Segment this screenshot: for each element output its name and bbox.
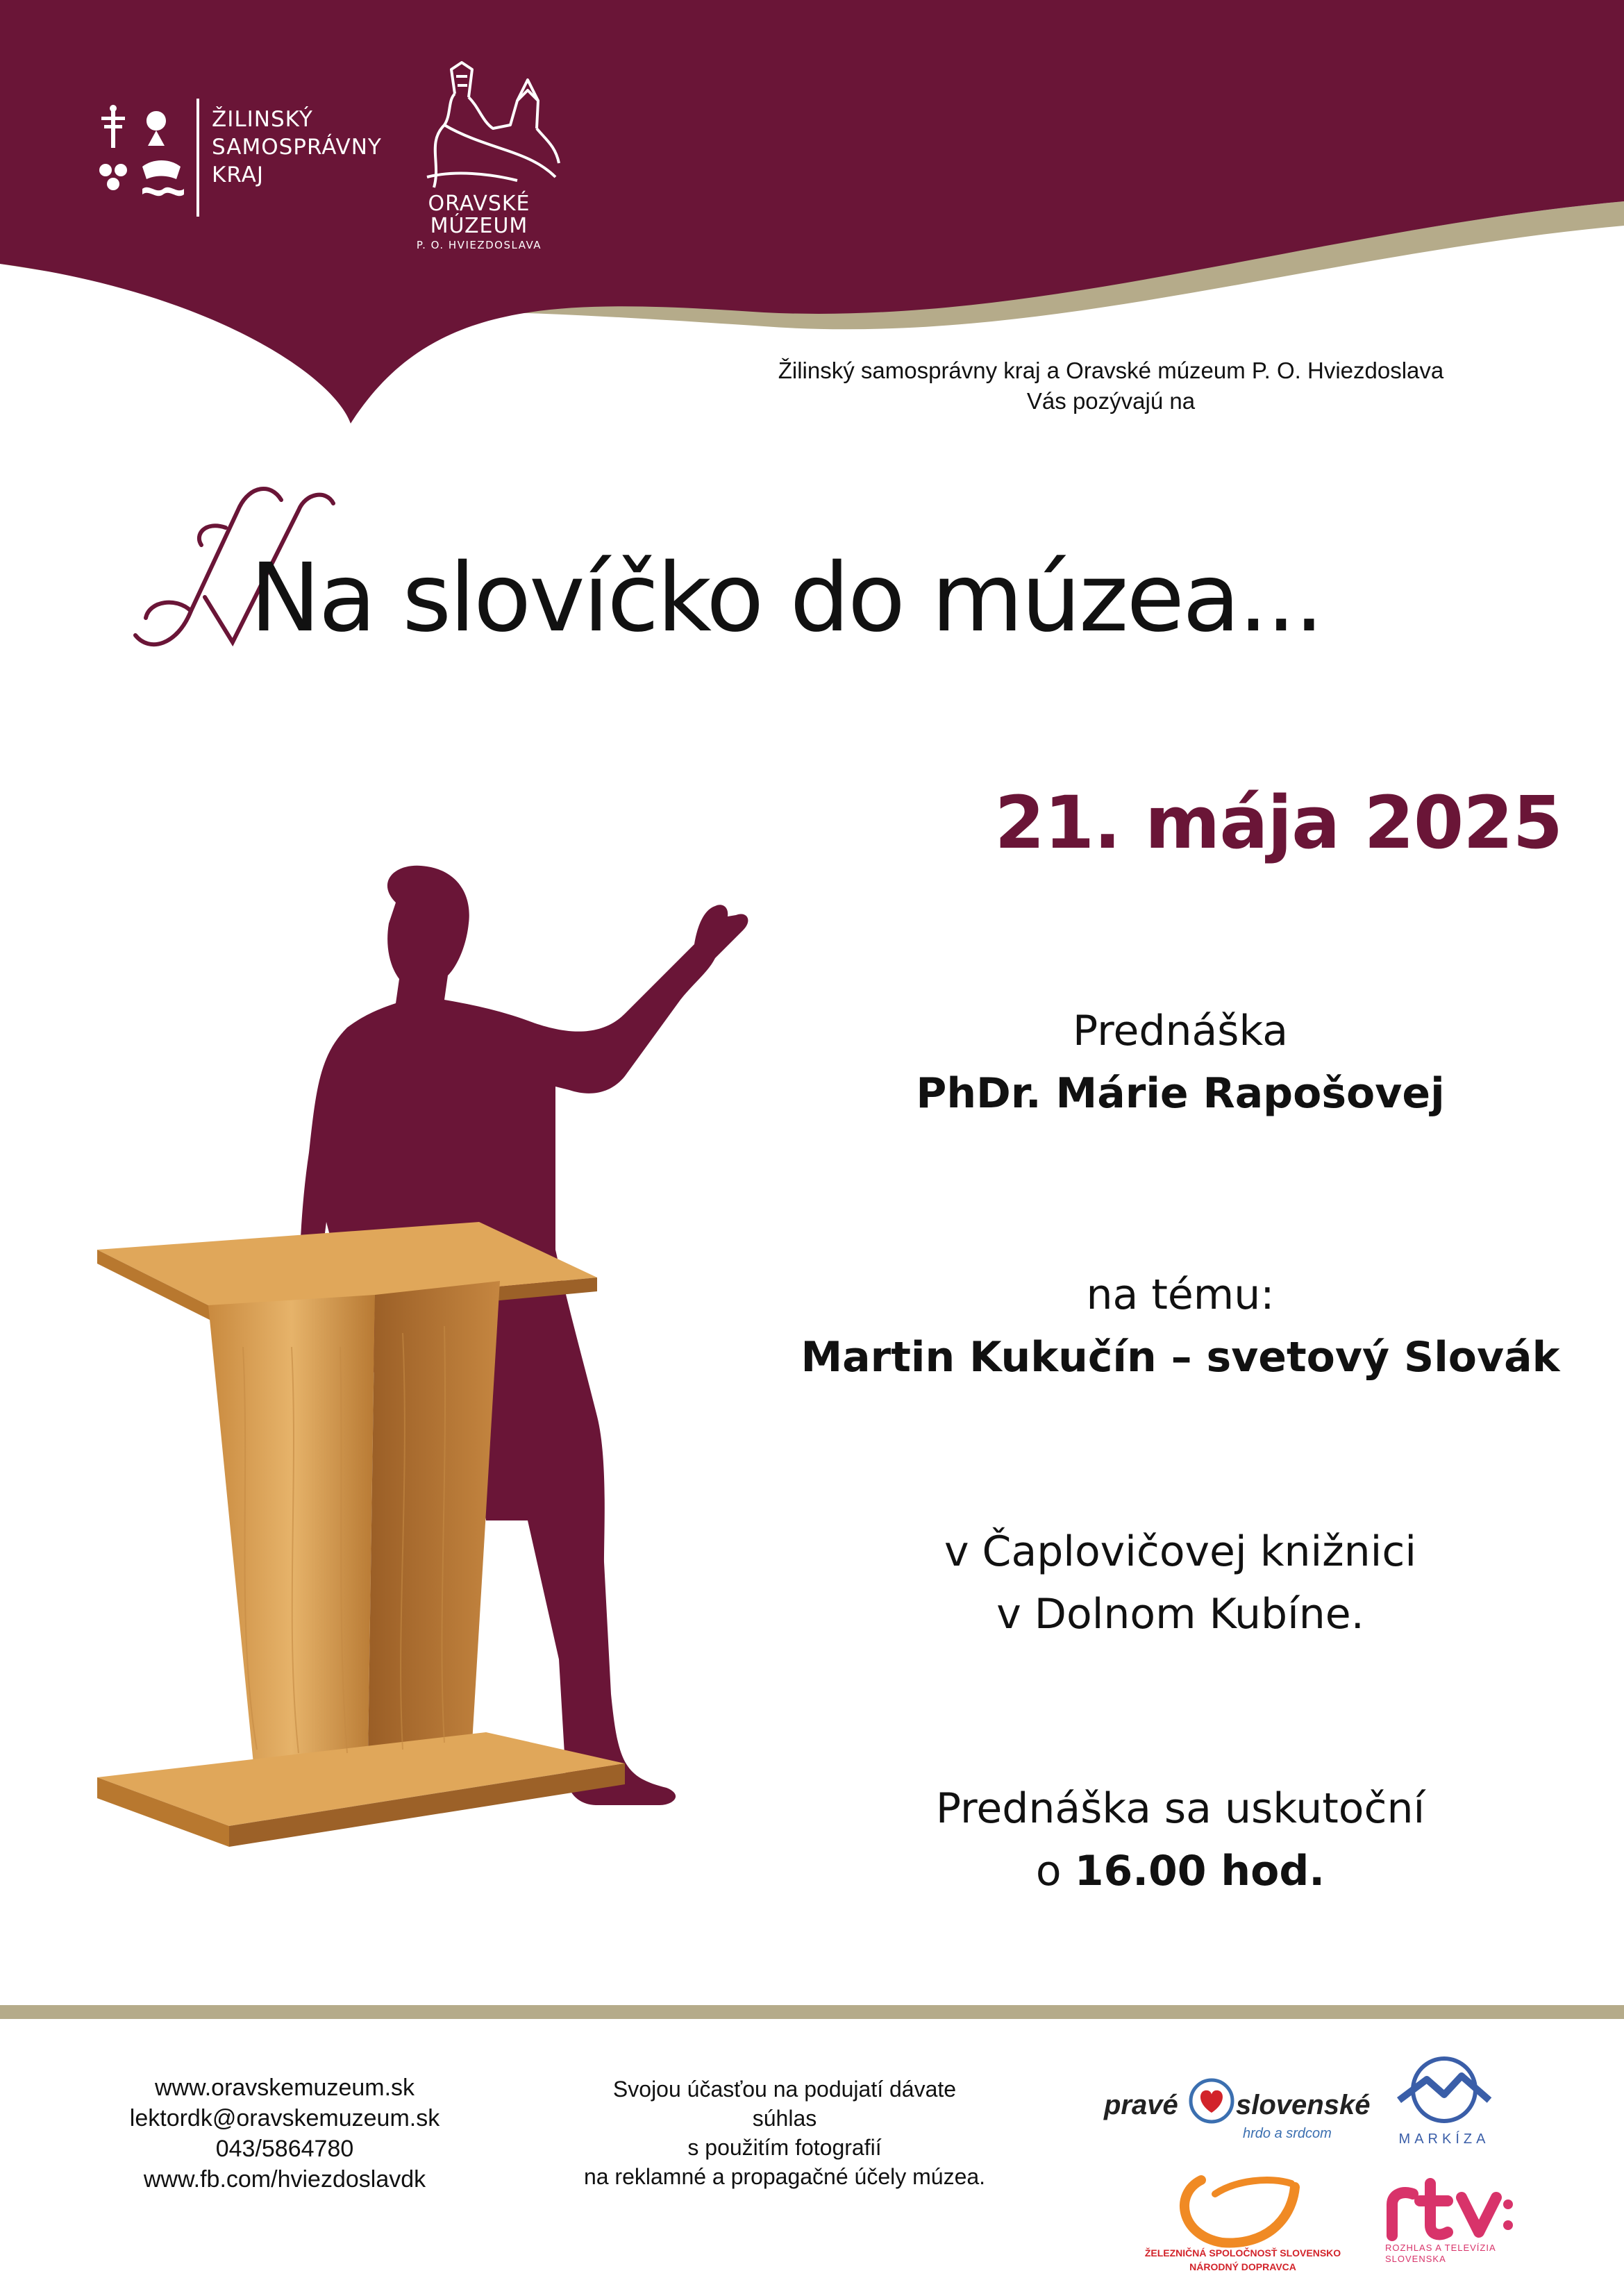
zssk-label xyxy=(1118,2246,1368,2274)
rtv-logo-icon xyxy=(1382,2173,1514,2243)
venue-line-2: v Dolnom Kubíne. xyxy=(996,1590,1364,1639)
museum-name-line-2: MÚZEUM xyxy=(430,214,528,238)
consent-line-2: súhlas xyxy=(752,2106,817,2131)
zsk-line-2: SAMOSPRÁVNY xyxy=(212,135,382,160)
website-link[interactable]: www.oravskemuzeum.sk xyxy=(154,2075,415,2101)
topic-title: Martin Kukučín – svetový Slovák xyxy=(801,1333,1560,1382)
time-line-1: Prednáška sa uskutoční xyxy=(935,1784,1425,1833)
email-link[interactable]: lektordk@oravskemuzeum.sk xyxy=(129,2105,440,2131)
museum-subtitle: P. O. HVIEZDOSLAVA xyxy=(416,239,542,251)
event-title: Na slovíčko do múzea... xyxy=(250,544,1323,653)
invitation-line-1: Žilinský samosprávny kraj a Oravské múzeum P. O. Hviezdoslava xyxy=(778,358,1444,383)
topic-label: na tému: xyxy=(1086,1271,1275,1319)
time-line-2 xyxy=(729,1840,1624,1902)
lecture-label: Prednáška xyxy=(1073,1007,1288,1055)
topic-block xyxy=(729,1264,1624,1389)
markiza-label: MARKÍZA xyxy=(1398,2131,1490,2147)
contact-info xyxy=(83,2072,486,2195)
venue-line-1: v Čaplovičovej knižnici xyxy=(944,1527,1417,1576)
prave-slovenske-word1: pravé xyxy=(1104,2090,1178,2120)
photo-consent-note xyxy=(542,2075,1028,2191)
invitation-line-2: Vás pozývajú na xyxy=(1026,388,1196,414)
rtv-line-2: SLOVENSKA xyxy=(1385,2254,1446,2264)
speaker-at-lectern-illustration xyxy=(69,861,833,1902)
consent-line-4: na reklamné a propagačné účely múzea. xyxy=(583,2164,986,2189)
zssk-logo-icon xyxy=(1173,2166,1305,2249)
markiza-logo-icon xyxy=(1392,2052,1496,2128)
invitation-text xyxy=(625,355,1597,417)
lecturer-name: PhDr. Márie Rapošovej xyxy=(916,1069,1445,1118)
museum-name-line-1: ORAVSKÉ xyxy=(428,192,530,216)
footer-band xyxy=(0,2005,1624,2019)
oravske-muzeum-castle-icon xyxy=(413,59,562,191)
zsk-line-1: ŽILINSKÝ xyxy=(212,107,313,132)
time-block xyxy=(729,1777,1624,1902)
heart-icon xyxy=(1189,2078,1234,2124)
rtv-label xyxy=(1385,2243,1524,2265)
lecture-block xyxy=(729,1000,1624,1125)
time-prefix: o xyxy=(1035,1847,1062,1895)
oravske-muzeum-name xyxy=(399,193,559,253)
facebook-link[interactable]: www.fb.com/hviezdoslavdk xyxy=(143,2166,426,2193)
zsk-logo-text xyxy=(212,106,382,189)
zsk-line-3: KRAJ xyxy=(212,162,264,187)
rtv-line-1: ROZHLAS A TELEVÍZIA xyxy=(1385,2243,1496,2253)
consent-line-1: Svojou účasťou na podujatí dávate xyxy=(612,2077,957,2102)
zssk-line-1: ŽELEZNIČNÁ SPOLOČNOSŤ SLOVENSKO xyxy=(1144,2247,1341,2259)
phone-number: 043/5864780 xyxy=(215,2136,354,2162)
zsk-coat-of-arms-icon xyxy=(90,104,194,208)
time-value: 16.00 hod. xyxy=(1074,1847,1325,1895)
prave-slovenske-word2: slovenské xyxy=(1236,2090,1371,2120)
event-date: 21. mája 2025 xyxy=(994,780,1562,865)
zsk-divider xyxy=(196,99,199,217)
venue-block xyxy=(729,1520,1624,1645)
zssk-line-2: NÁRODNÝ DOPRAVCA xyxy=(1189,2261,1296,2272)
prave-slovenske-tagline: hrdo a srdcom xyxy=(1243,2126,1332,2141)
consent-line-3: s použitím fotografií xyxy=(687,2135,882,2160)
